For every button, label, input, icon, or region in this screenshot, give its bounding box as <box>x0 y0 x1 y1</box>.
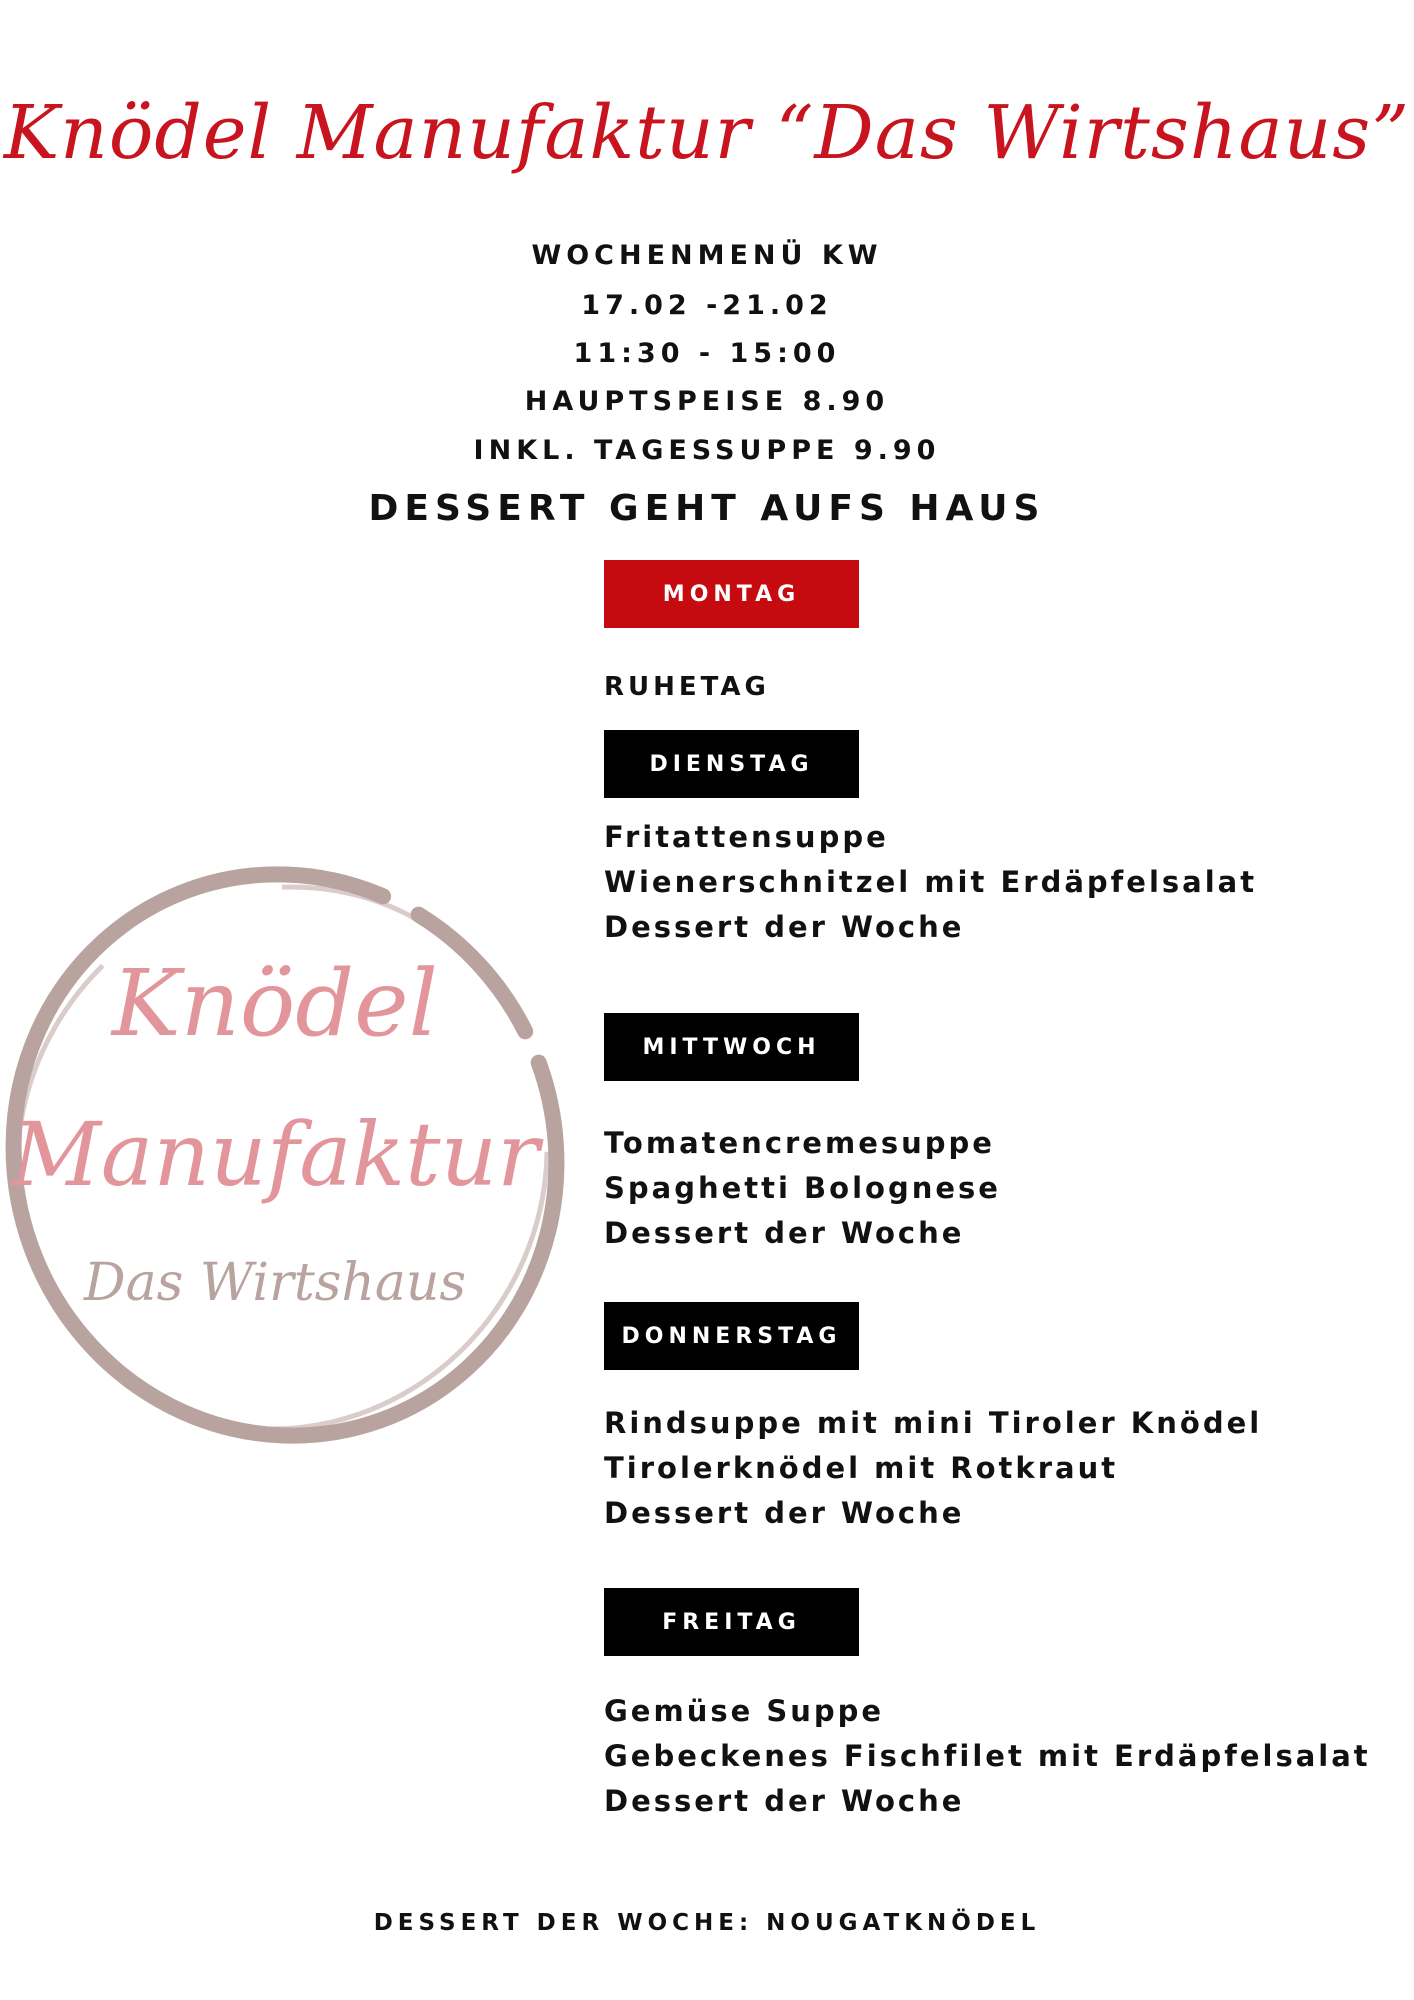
opening-hours: 11:30 - 15:00 <box>573 338 841 369</box>
week-menu-heading: WOCHENMENÜ KW <box>531 240 883 271</box>
dish-item: Dessert der Woche <box>604 1216 965 1250</box>
logo-word-manufaktur: Manufaktur <box>10 1103 540 1206</box>
dessert-of-week: DESSERT DER WOCHE: NOUGATKNÖDEL <box>373 1910 1041 1936</box>
knoedel-manufaktur-logo <box>0 840 590 1480</box>
dish-item: Tirolerknödel mit Rotkraut <box>604 1451 1119 1485</box>
rest-day-note: RUHETAG <box>604 672 770 702</box>
dish-list-friday <box>604 1689 1371 1824</box>
dish-item: Rindsuppe mit mini Tiroler Knödel <box>604 1406 1263 1440</box>
logo-word-knoedel: Knödel <box>111 950 439 1057</box>
day-label-friday: FREITAG <box>604 1588 859 1656</box>
logo-word-das-wirtshaus: Das Wirtshaus <box>83 1253 467 1313</box>
dish-item: Dessert der Woche <box>604 1496 965 1530</box>
main-dish-price: HAUPTSPEISE 8.90 <box>524 386 890 417</box>
dish-item: Gebeckenes Fischfilet mit Erdäpfelsalat <box>604 1739 1371 1773</box>
date-range: 17.02 -21.02 <box>581 290 833 321</box>
day-label-tuesday: DIENSTAG <box>604 730 859 798</box>
day-label-monday: MONTAG <box>604 560 859 628</box>
dish-item: Spaghetti Bolognese <box>604 1171 1001 1205</box>
dish-item: Gemüse Suppe <box>604 1694 885 1728</box>
dish-item: Dessert der Woche <box>604 910 965 944</box>
dish-item: Tomatencremesuppe <box>604 1126 995 1160</box>
day-label-wednesday: MITTWOCH <box>604 1013 859 1081</box>
soup-price: INKL. TAGESSUPPE 9.90 <box>473 435 941 466</box>
dish-list-tuesday <box>604 815 1257 950</box>
dish-list-thursday <box>604 1401 1262 1536</box>
dish-list-wednesday <box>604 1121 1001 1256</box>
dish-item: Dessert der Woche <box>604 1784 965 1818</box>
day-label-thursday: DONNERSTAG <box>604 1302 859 1370</box>
dessert-free-note: DESSERT GEHT AUFS HAUS <box>368 488 1046 529</box>
page-title: Knödel Manufaktur “Das Wirtshaus” <box>3 90 1411 176</box>
dish-item: Wienerschnitzel mit Erdäpfelsalat <box>604 865 1258 899</box>
dish-item: Fritattensuppe <box>604 820 889 854</box>
